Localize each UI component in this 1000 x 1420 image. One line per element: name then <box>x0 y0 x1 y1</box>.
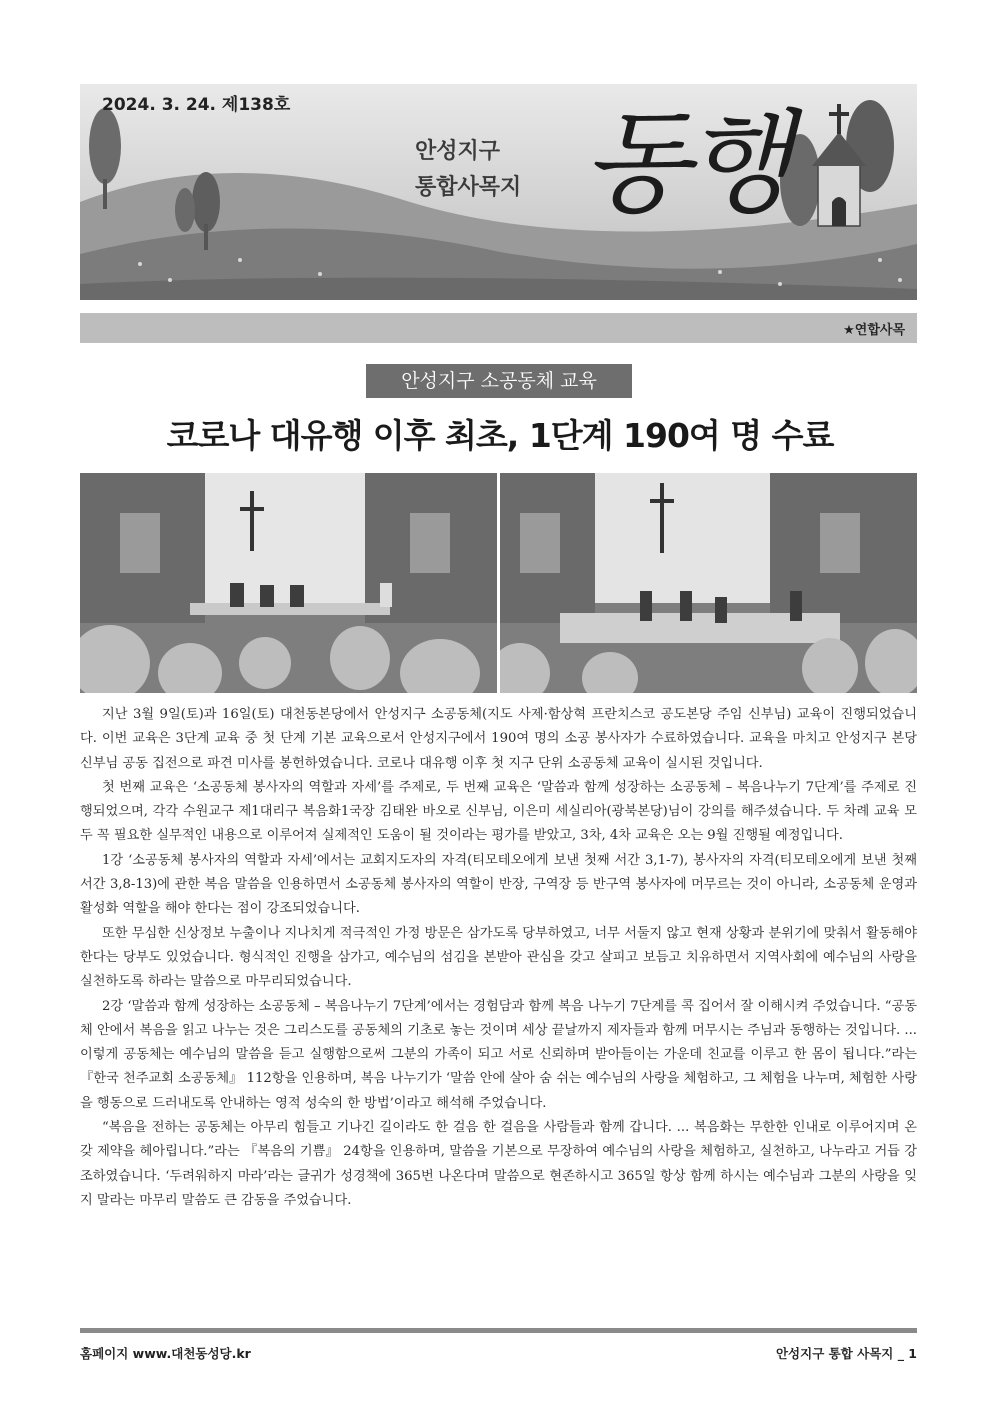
footer-rule <box>80 1328 917 1333</box>
photo-right <box>500 473 917 693</box>
paragraph: 지난 3월 9일(토)과 16일(토) 대천동본당에서 안성지구 소공동체(지도 사제·함상혁 프란치스코 공도본당 주임 신부님) 교육이 진행되었습니다. 이번 교육은 3단계 교육 중 첫 단계 기본 교육으로서 안성지구에서 190여 명의 소공 봉사자가 수료하였습니다. 교육을 마치고 안성지구 본당 신부님 공동 집전으로 파견 미사를 봉헌하였습니다. 코로나 대유행 이후 첫 지구 단위 소공동체 교육이 실시된 것입니다. <box>80 707 917 771</box>
publication-title: 동행 <box>582 99 787 229</box>
paragraph: 첫 번째 교육은 ‘소공동체 봉사자의 역할과 자세’를 주제로, 두 번째 교육은 ‘말씀과 함께 성장하는 소공동체 – 복음나누기 7단계’를 주제로 진행되었으며, 각각 수원교구 제1대리구 복음화1국장 김태완 바오로 신부님, 이은미 세실리아(광북본당)님이 강의를 해주셨습니다. 두 차례 교육 모두 꼭 필요한 실무적인 내용으로 이루어져 실제적인 도움이 될 것이라는 평가를 받았고, 3차, 4차 교육은 오는 9월 진행될 예정입니다. <box>80 779 917 844</box>
article-body <box>80 703 917 1213</box>
paragraph: “복음을 전하는 공동체는 아무리 힘들고 기나긴 길이라도 한 걸음 한 걸음을 사람들과 함께 갑니다. ... 복음화는 무한한 인내로 이루어지며 온갖 제약을 헤아립니다.”라는 『복음의 기쁨』 24항을 인용하며, 말씀을 기본으로 무장하여 예수님의 사랑을 체험하고, 실천하고, 나누라고 거듭 강조하였습니다. ‘두려워하지 마라’라는 글귀가 성경책에 365번 나온다며 말씀으로 현존하시고 365일 항상 함께 하시는 예수님과 그분의 사랑을 잊지 말라는 마무리 말씀도 큰 감동을 주었습니다. <box>80 1120 917 1208</box>
section-label: ★연합사목 <box>843 323 905 338</box>
subtitle-line-2: 통합사목지 <box>415 175 522 200</box>
article-headline: 코로나 대유행 이후 최초, 1단계 190여 명 수료 <box>166 416 834 455</box>
footer-page-number: 안성지구 통합 사목지 _ 1 <box>775 1346 917 1361</box>
church-icon <box>780 100 894 226</box>
issue-date: 2024. 3. 24. 제138호 <box>102 95 291 115</box>
paragraph: 2강 ‘말씀과 함께 성장하는 소공동체 – 복음나누기 7단계’에서는 경험담과 함께 복음 나누기 7단계를 콕 집어서 잘 이해시켜 주었습니다. “공동체 안에서 복음을 읽고 나누는 것은 그리스도를 공동체의 기초로 놓는 것이며 세상 끝날까지 제자들과 함께 머무시는 주님과 동행하는 것입니다. ... 이렇게 공동체는 예수님의 말씀을 듣고 실행함으로써 그분의 가족이 되고 서로 신뢰하며 받아들이는 가운데 친교를 이루고 한 몸이 됩니다.”라는 『한국 천주교회 소공동체』 112항을 인용하며, 복음 나누기가 ‘말씀 안에 살아 숨 쉬는 예수님의 사랑을 체험하고, 그 체험을 나누며, 체험한 사랑을 행동으로 드러내도록 안내하는 영적 성숙의 한 방법’이라고 해석해 주었습니다. <box>80 998 917 1111</box>
section-band <box>80 313 917 343</box>
subtitle-line-1: 안성지구 <box>415 139 501 164</box>
paragraph: 또한 무심한 신상정보 누출이나 지나치게 적극적인 가정 방문은 삼가도록 당부하였고, 너무 서둘지 않고 현재 상황과 분위기에 맞춰서 활동해야 한다는 당부도 있었습니다. 형식적인 진행을 삼가고, 예수님의 섬김을 본받아 관심을 갖고 살피고 보듬고 치유하면서 지역사회에 예수님의 사랑을 실천하도록 하라는 말씀으로 마무리되었습니다. <box>80 925 917 990</box>
photo-left <box>80 473 497 693</box>
paragraph: 1강 ‘소공동체 봉사자의 역할과 자세’에서는 교회지도자의 자격(티모테오에게 보낸 첫째 서간 3,1-7), 봉사자의 자격(티모테오에게 보낸 첫째 서간 3,8-13)에 관한 복음 말씀을 인용하면서 소공동체 봉사자의 역할이 반장, 구역장 등 반구역 봉사자에 머무르는 것이 아니라, 소공동체 운영과 활성화 역할을 해야 한다는 점이 강조되었습니다. <box>80 852 917 917</box>
masthead-banner <box>80 84 917 300</box>
article-category: 안성지구 소공동체 교육 <box>366 364 632 398</box>
footer-homepage: 홈페이지 www.대천동성당.kr <box>80 1346 251 1361</box>
publication-subtitle <box>415 134 521 206</box>
